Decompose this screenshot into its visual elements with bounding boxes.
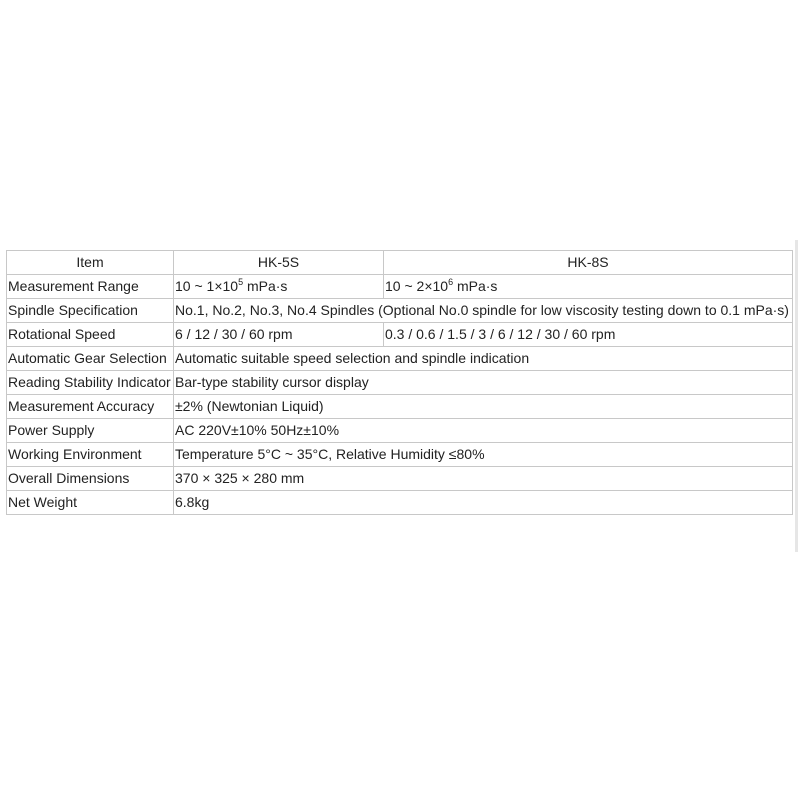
cell-hk-5s-rotational-speed: 6 / 12 / 30 / 60 rpm <box>174 323 384 347</box>
row-label: Reading Stability Indicator <box>7 371 174 395</box>
exponent: 6 <box>448 277 454 287</box>
header-hk-5s: HK-5S <box>174 251 384 275</box>
value-text: 10 ~ 1×10 <box>175 278 239 294</box>
table-row-overall-dimensions <box>7 467 793 491</box>
table-row-spindle-specification <box>7 299 793 323</box>
table-header-row <box>7 251 793 275</box>
row-label: Measurement Accuracy <box>7 395 174 419</box>
header-hk-8s: HK-8S <box>384 251 793 275</box>
cell-hk-8s-rotational-speed: 0.3 / 0.6 / 1.5 / 3 / 6 / 12 / 30 / 60 rpm <box>384 323 793 347</box>
table-row-reading-stability-indicator <box>7 371 793 395</box>
cell-working-environment: Temperature 5°C ~ 35°C, Relative Humidity ≤80% <box>174 443 793 467</box>
row-label: Working Environment <box>7 443 174 467</box>
row-label: Rotational Speed <box>7 323 174 347</box>
value-text: 10 ~ 2×10 <box>385 278 449 294</box>
specification-table <box>6 250 793 515</box>
cell-overall-dimensions: 370 × 325 × 280 mm <box>174 467 793 491</box>
cell-power-supply: AC 220V±10% 50Hz±10% <box>174 419 793 443</box>
cell-hk-5s-measurement-range <box>174 275 384 299</box>
table-row-rotational-speed <box>7 323 793 347</box>
table-row-automatic-gear-selection <box>7 347 793 371</box>
row-label: Spindle Specification <box>7 299 174 323</box>
table-row-net-weight <box>7 491 793 515</box>
cell-automatic-gear-selection: Automatic suitable speed selection and spindle indication <box>174 347 793 371</box>
row-label: Power Supply <box>7 419 174 443</box>
row-label: Net Weight <box>7 491 174 515</box>
unit-text: mPa·s <box>243 278 288 294</box>
header-item: Item <box>7 251 174 275</box>
row-label: Overall Dimensions <box>7 467 174 491</box>
row-label: Measurement Range <box>7 275 174 299</box>
cell-reading-stability-indicator: Bar-type stability cursor display <box>174 371 793 395</box>
table-row-working-environment <box>7 443 793 467</box>
right-edge-scroll-divider <box>795 240 798 552</box>
cell-measurement-accuracy: ±2% (Newtonian Liquid) <box>174 395 793 419</box>
unit-text: mPa·s <box>453 278 498 294</box>
row-label: Automatic Gear Selection <box>7 347 174 371</box>
table-row-power-supply <box>7 419 793 443</box>
table-row-measurement-accuracy <box>7 395 793 419</box>
exponent: 5 <box>238 277 244 287</box>
table-row-measurement-range <box>7 275 793 299</box>
cell-spindle-specification: No.1, No.2, No.3, No.4 Spindles (Optional No.0 spindle for low viscosity testing down to 0.1 mPa·s) <box>174 299 793 323</box>
cell-net-weight: 6.8kg <box>174 491 793 515</box>
cell-hk-8s-measurement-range <box>384 275 793 299</box>
